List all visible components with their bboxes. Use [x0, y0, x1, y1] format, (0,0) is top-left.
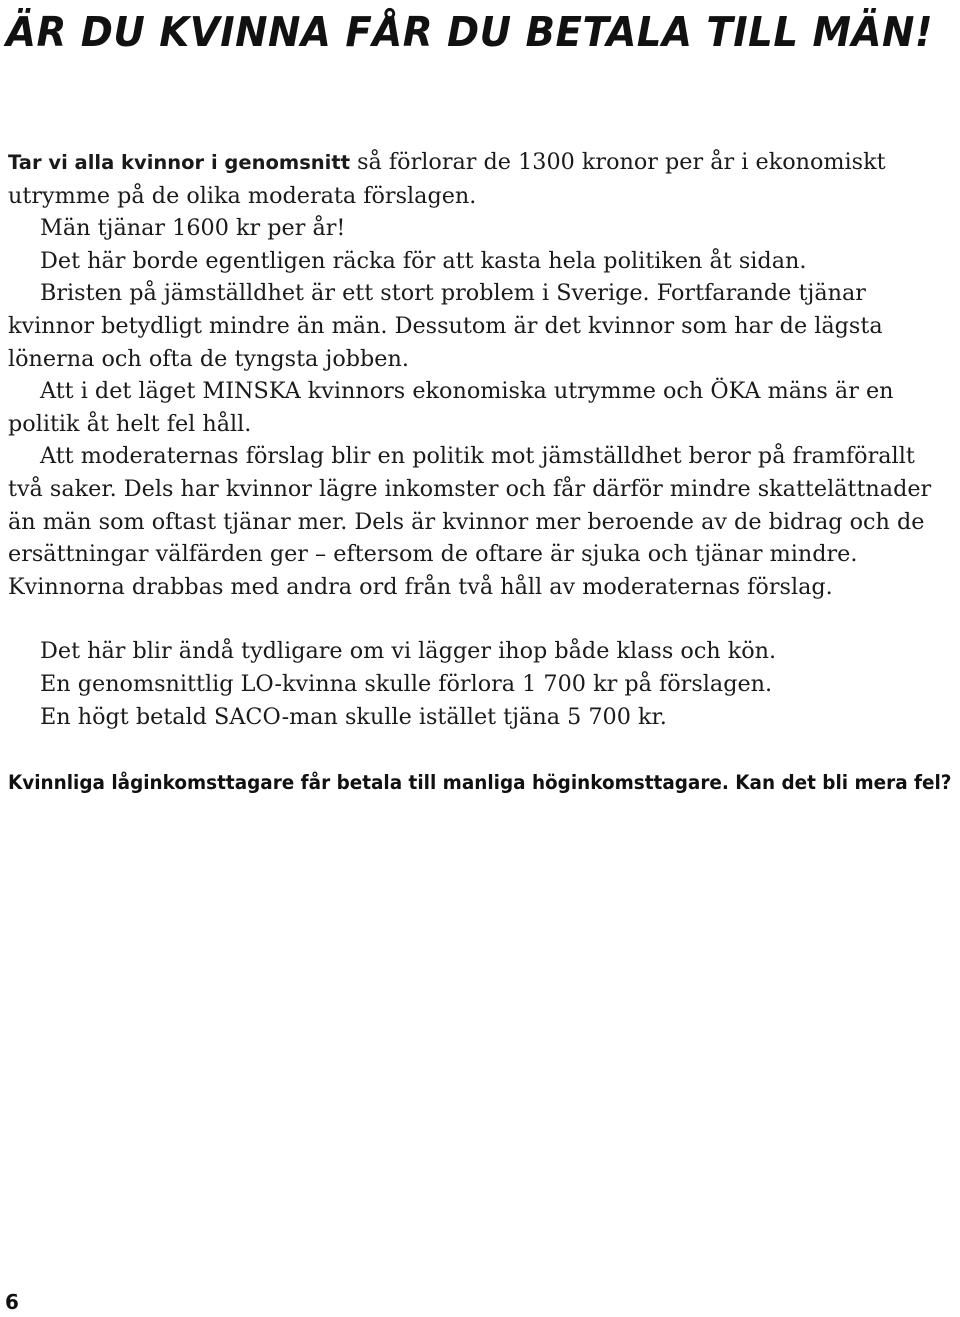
paragraph-saco-man: En högt betald SACO-man skulle istället tjäna 5 700 kr.	[40, 703, 667, 730]
body-text	[8, 146, 954, 733]
paragraph-two-reasons: Att moderaternas förslag blir en politik mot jämställdhet beror på framförallt två saker. Dels har kvinnor lägre inkomster och får därför mindre skattelättnader än män som oftast tjänar mer. Dels är kvinnor mer beroende av de bidrag och de ersättningar välfärden ger – eftersom de oftare är sjuka och tjänar mindre. Kvinnorna drabbas med andra ord från två håll av moderaternas förslag.	[8, 443, 932, 600]
page-number: 6	[5, 1290, 19, 1314]
paragraph-men-earn: Män tjänar 1600 kr per år!	[40, 215, 346, 242]
paragraph-wrong-direction: Att i det läget MINSKA kvinnors ekonomiska utrymme och ÖKA mäns är en politik åt helt fel håll.	[8, 378, 894, 437]
paragraph-lead-bold: Tar vi alla kvinnor i genomsnitt	[8, 151, 351, 174]
paragraph-discard-policy: Det här borde egentligen räcka för att kasta hela politiken åt sidan.	[40, 247, 807, 274]
headline: ÄR DU KVINNA FÅR DU BETALA TILL MÄN!	[6, 8, 934, 56]
paragraph-intro-rest: så förlorar de 1300 kronor per år i ekonomiskt utrymme på de olika moderata förslagen.	[8, 149, 886, 209]
paragraph-class-and-gender: Det här blir ändå tydligare om vi lägger ihop både klass och kön.	[40, 638, 777, 665]
paragraph-intro	[8, 146, 954, 212]
closing-statement: Kvinnliga låginkomsttagare får betala till manliga höginkomsttagare. Kan det bli mera fel?	[8, 771, 952, 794]
paragraph-lo-woman: En genomsnittlig LO-kvinna skulle förlora 1 700 kr på förslagen.	[40, 670, 773, 697]
paragraph-equality-problem: Bristen på jämställdhet är ett stort problem i Sverige. Fortfarande tjänar kvinnor betydligt mindre än män. Dessutom är det kvinnor som har de lägsta lönerna och ofta de tyngsta jobben.	[8, 280, 883, 372]
